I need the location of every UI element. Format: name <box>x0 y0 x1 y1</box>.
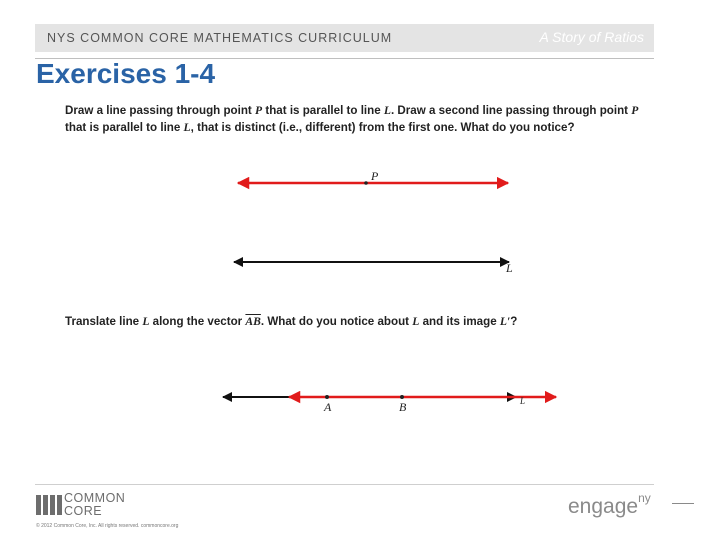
math-symbol: $\overline{AB}$ <box>245 315 261 328</box>
prompt-text: ? <box>510 315 518 328</box>
engage-ny-text: ny <box>638 491 651 505</box>
math-symbol: L <box>142 315 150 328</box>
line-l-label-2: L <box>520 396 526 406</box>
math-symbol: P <box>255 104 263 117</box>
curriculum-label: NYS COMMON CORE MATHEMATICS CURRICULUM <box>47 31 393 45</box>
prompt-text: along the vector <box>149 315 246 328</box>
prompt-text: , that is distinct (i.e., different) from the first one. What do you notice? <box>190 121 575 134</box>
math-symbol: L <box>383 104 391 117</box>
engage-text: engage <box>568 495 639 518</box>
line-l-label: L <box>506 261 513 275</box>
series-label: A Story of Ratios <box>539 29 644 45</box>
prompt-text: Translate line <box>65 315 143 328</box>
corner-dash <box>672 503 694 504</box>
math-symbol: P <box>631 104 639 117</box>
prompt-text: . What do you notice about <box>260 315 413 328</box>
point-p <box>364 181 368 185</box>
footer-rule <box>35 484 654 485</box>
common-core-logo-text <box>64 492 125 518</box>
copyright-text: © 2012 Common Core, Inc. All rights reserved. commoncore.org <box>36 523 179 529</box>
engageny-logo <box>568 491 651 519</box>
point-a <box>325 395 329 399</box>
math-symbol: L <box>412 315 420 328</box>
logo-line-2: CORE <box>64 504 103 518</box>
point-p-label: P <box>371 169 379 183</box>
prompt-text: Draw a line passing through point <box>65 104 256 117</box>
point-b <box>400 395 404 399</box>
math-symbol: L′ <box>499 315 511 328</box>
point-a-label: A <box>324 400 332 414</box>
math-symbol: L <box>183 121 191 134</box>
page-title: Exercises 1-4 <box>36 58 216 89</box>
point-b-label: B <box>399 400 407 414</box>
common-core-logo-icon <box>36 495 62 515</box>
prompt-text: . Draw a second line passing through point <box>390 104 632 117</box>
prompt-text: and its image <box>419 315 500 328</box>
prompt-text: that is parallel to line <box>262 104 384 117</box>
logo-line-1: COMMON <box>64 491 126 505</box>
prompt-text: that is parallel to line <box>65 121 184 134</box>
